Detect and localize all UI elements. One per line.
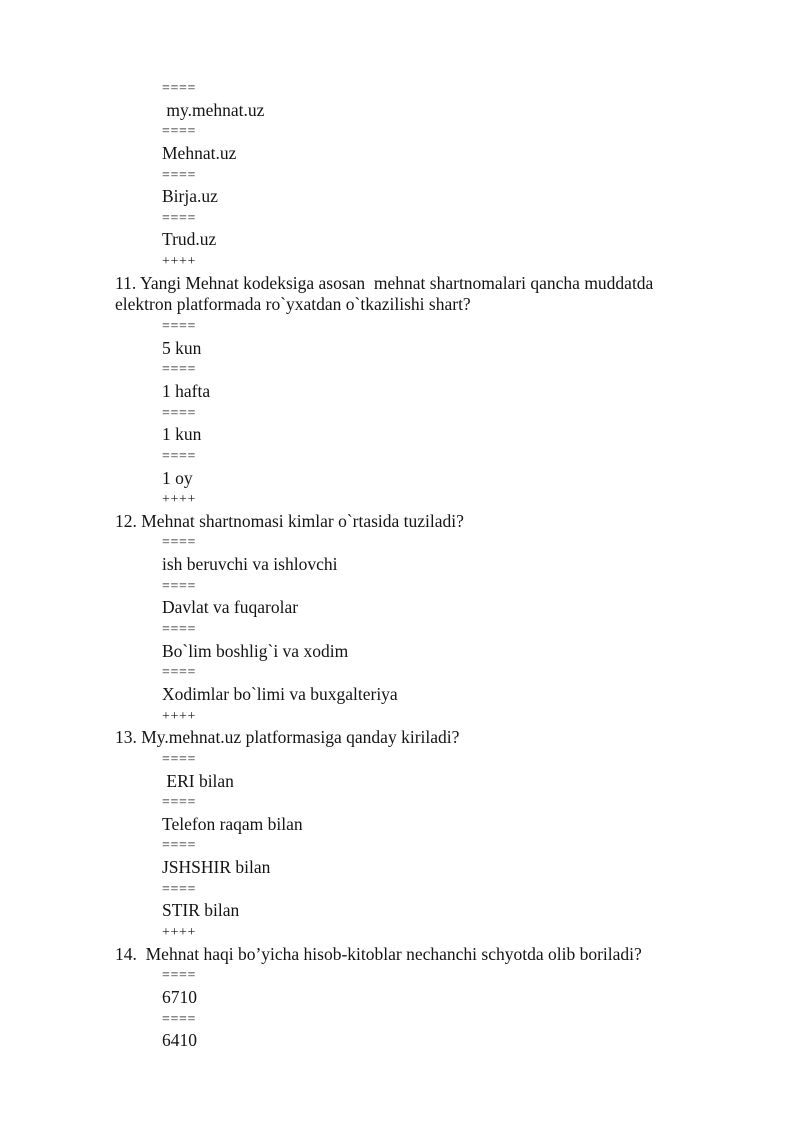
answer-option: 6710 [162,986,197,1007]
option-separator: ==== [162,319,196,335]
option-separator: ==== [162,405,196,421]
option-separator: ==== [162,448,196,464]
question-separator: ++++ [162,924,196,940]
option-separator: ==== [162,838,196,854]
answer-option: Mehnat.uz [162,142,237,163]
answer-option: Birja.uz [162,186,218,207]
option-separator: ==== [162,167,196,183]
option-separator: ==== [162,578,196,594]
option-separator: ==== [162,210,196,226]
option-separator: ==== [162,362,196,378]
answer-option: 1 kun [162,424,202,445]
answer-option: Trud.uz [162,229,217,250]
answer-option: Xodimlar bo`limi va buxgalteriya [162,683,398,704]
question-separator: ++++ [162,492,196,508]
question-text: 12. Mehnat shartnomasi kimlar o`rtasida tuziladi? [115,510,464,531]
option-separator: ==== [162,665,196,681]
answer-option: 5 kun [162,337,202,358]
question-text: 14. Mehnat haqi bo’yicha hisob-kitoblar nechanchi schyotda olib boriladi? [115,943,642,964]
answer-option: Bo`lim boshlig`i va xodim [162,640,349,661]
option-separator: ==== [162,535,196,551]
document-page [0,78,800,1052]
answer-option: Telefon raqam bilan [162,813,303,834]
option-separator: ==== [162,622,196,638]
option-separator: ==== [162,881,196,897]
answer-option: ERI bilan [162,770,234,791]
answer-option: my.mehnat.uz [162,99,265,120]
answer-option: 1 hafta [162,380,211,401]
option-separator: ==== [162,1011,196,1027]
answer-option: 6410 [162,1030,197,1051]
option-separator: ==== [162,968,196,984]
answer-option: STIR bilan [162,900,240,921]
option-separator: ==== [162,795,196,811]
question-text: elektron platformada ro`yxatdan o`tkazilishi shart? [115,294,471,315]
answer-option: 1 oy [162,467,193,488]
question-text: 11. Yangi Mehnat kodeksiga asosan mehnat shartnomalari qancha muddatda [115,272,654,293]
question-separator: ++++ [162,708,196,724]
option-separator: ==== [162,81,196,96]
option-separator: ==== [162,124,196,140]
question-text: 13. My.mehnat.uz platformasiga qanday kiriladi? [115,727,460,748]
answer-option: ish beruvchi va ishlovchi [162,554,338,575]
answer-option: Davlat va fuqarolar [162,597,299,618]
option-separator: ==== [162,751,196,767]
question-separator: ++++ [162,254,196,270]
answer-option: JSHSHIR bilan [162,857,271,878]
